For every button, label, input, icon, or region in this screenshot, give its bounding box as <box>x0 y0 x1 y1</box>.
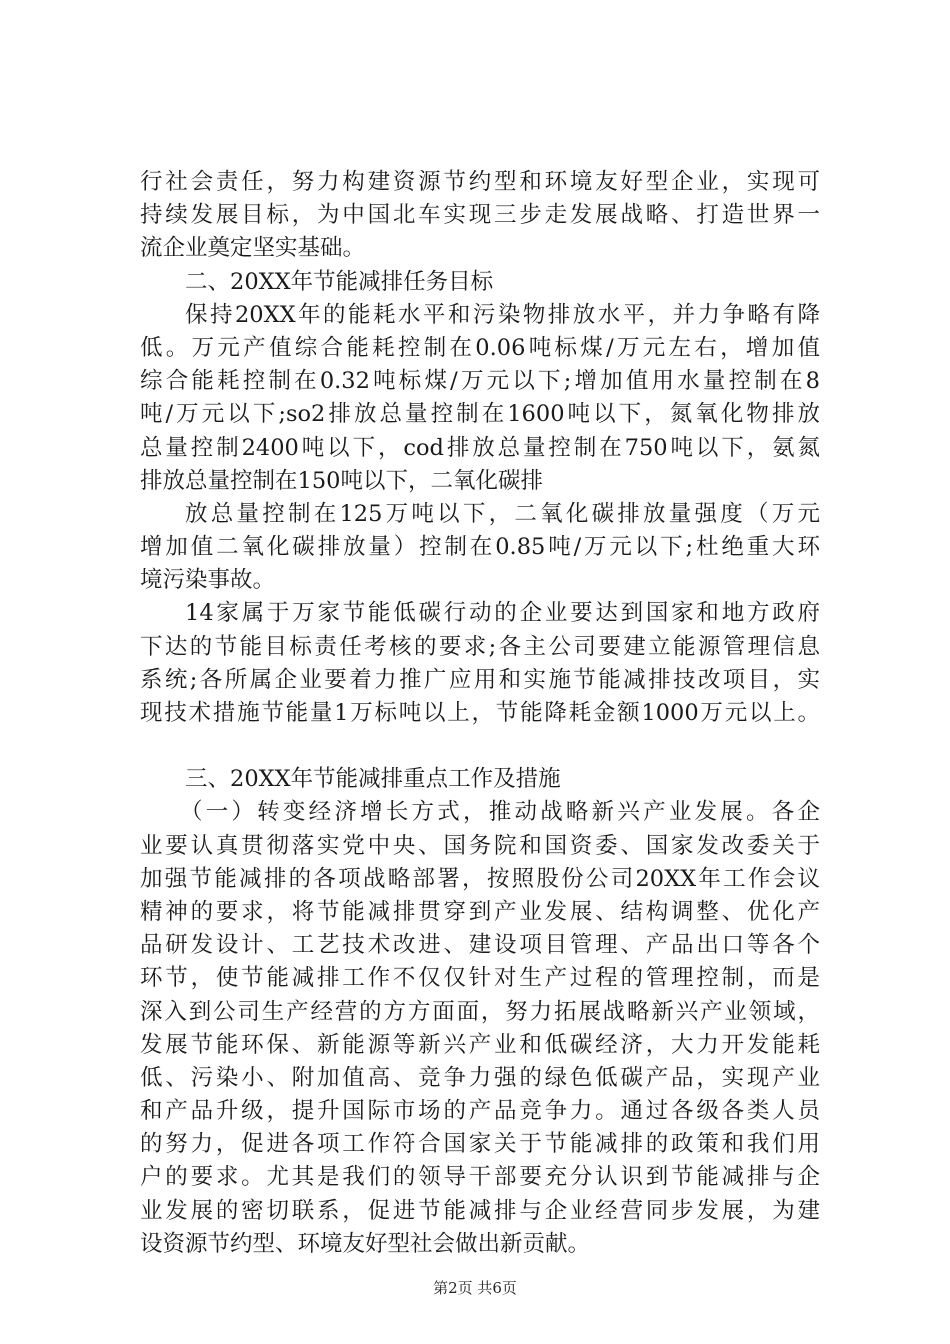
text-line: 品研发设计、工艺技术改进、建设项目管理、产品出口等各个 <box>140 932 820 959</box>
page-footer: 第2页 共6页 <box>433 1279 517 1297</box>
text-line: 的努力，促进各项工作符合国家关于节能减排的政策和我们用 <box>140 1131 820 1158</box>
text-line: 排放总量控制在150吨以下，二氧化碳排 <box>140 467 543 494</box>
text-line: 增加值二氧化碳排放量）控制在0.85吨/万元以下;杜绝重大环 <box>140 534 820 561</box>
text-line: 低、污染小、附加值高、竞争力强的绿色低碳产品，实现产业 <box>140 1064 820 1091</box>
text-line: 吨/万元以下;so2排放总量控制在1600吨以下，氮氧化物排放 <box>140 401 820 428</box>
text-line: 低。万元产值综合能耗控制在0.06吨标煤/万元左右，增加值 <box>140 334 820 361</box>
text-line: 持续发展目标，为中国北车实现三步走发展战略、打造世界一 <box>140 202 820 229</box>
paragraph-spacer <box>140 730 820 763</box>
text-line: 综合能耗控制在0.32吨标煤/万元以下;增加值用水量控制在8 <box>140 368 820 395</box>
text-line: 业要认真贯彻落实党中央、国务院和国资委、国家发改委关于 <box>140 832 820 859</box>
text-line: 和产品升级，提升国际市场的产品竞争力。通过各级各类人员 <box>140 1098 820 1125</box>
text-line: 户的要求。尤其是我们的领导干部要充分认识到节能减排与企 <box>140 1164 820 1191</box>
section-heading-line: 三、20XX年节能减排重点工作及措施 <box>185 766 561 793</box>
text-line: 系统;各所属企业要着力推广应用和实施节能减排技改项目，实 <box>140 666 820 693</box>
text-line: 行社会责任，努力构建资源节约型和环境友好型企业，实现可 <box>140 169 820 195</box>
text-line: 设资源节约型、环境友好型社会做出新贡献。 <box>140 1230 591 1257</box>
text-line: （一）转变经济增长方式，推动战略新兴产业发展。各企 <box>180 799 820 826</box>
text-line: 加强节能减排的各项战略部署，按照股份公司20XX年工作会议 <box>140 865 820 892</box>
text-line: 保持20XX年的能耗水平和污染物排放水平，并力争略有降 <box>185 301 820 328</box>
section-heading-line: 二、20XX年节能减排任务目标 <box>185 268 494 295</box>
text-line: 境污染事故。 <box>140 567 276 594</box>
text-line: 流企业奠定坚实基础。 <box>140 235 366 262</box>
text-line: 业发展的密切联系，促进节能减排与企业经营同步发展，为建 <box>140 1197 820 1224</box>
text-line: 14家属于万家节能低碳行动的企业要达到国家和地方政府 <box>185 600 820 627</box>
text-line: 深入到公司生产经营的方方面面，努力拓展战略新兴产业领域， <box>140 998 820 1025</box>
text-line: 放总量控制在125万吨以下，二氧化碳排放量强度（万元 <box>185 500 820 527</box>
text-line: 环节，使节能减排工作不仅仅针对生产过程的管理控制，而是 <box>140 965 820 992</box>
text-line: 总量控制2400吨以下，cod排放总量控制在750吨以下，氨氮 <box>140 434 820 461</box>
text-line: 现技术措施节能量1万标吨以上，节能降耗金额1000万元以上。 <box>140 700 820 726</box>
text-line: 发展节能环保、新能源等新兴产业和低碳经济，大力开发能耗 <box>140 1031 820 1058</box>
text-line: 下达的节能目标责任考核的要求;各主公司要建立能源管理信息 <box>140 633 820 660</box>
document-body <box>140 166 820 1261</box>
text-line: 精神的要求，将节能减排贯穿到产业发展、结构调整、优化产 <box>140 898 820 925</box>
